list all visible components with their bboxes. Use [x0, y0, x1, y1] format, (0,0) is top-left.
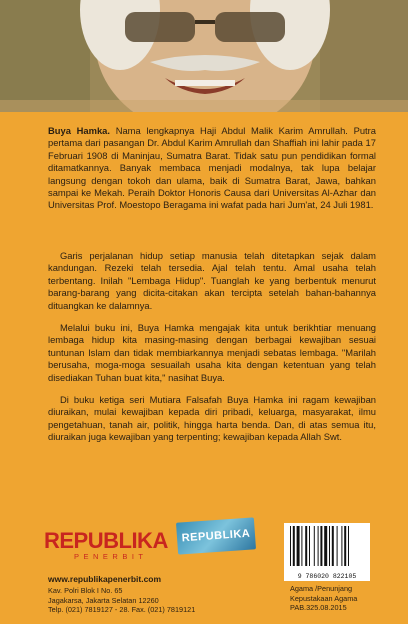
barcode-number: 9 786020 822105 [297, 573, 357, 580]
barcode-bar [344, 526, 346, 566]
address-line: Telp. (021) 7819127 - 28. Fax. (021) 7819121 [48, 605, 196, 614]
publisher-address [48, 586, 195, 615]
barcode-bar [309, 526, 310, 566]
blurb-paragraph: Di buku ketiga seri Mutiara Falsafah Buya Hamka ini ragam kewajiban diuraikan, mulai kewajiban kepada diri pribadi, keluarga, masyarakat, ilmu pengetahuan, tanah air, politik, hingga harta benda. Dan, di atas semua itu, diuraikan juga kewajiban yang terpenting; kewajiban kepada Allah Swt. [48, 394, 376, 443]
barcode-bar [341, 526, 342, 566]
category-line: Kepustakaan Agama [290, 593, 358, 603]
publisher-website: www.republikapenerbit.com [48, 574, 162, 584]
blurb-paragraph: Melalui buku ini, Buya Hamka mengajak kita untuk berikhtiar menuang lembaga hidup kita masing-masing dengan berbagai kewajiban sesuai tuntunan Islam dan tidak membiarkannya menjadi sebatas lembaga. "Marilah berusaha, moga-moga sesuailah usaha kita dengan ketentuan yang telah disediakan Tuhan buat kita," nasihat Buya. [48, 322, 376, 383]
stamp-text: REPUBLIKA [181, 527, 251, 545]
logo-name: REPUBLIKA [44, 528, 168, 553]
republika-logo [44, 528, 174, 564]
address-line: Jagakarsa, Jakarta Selatan 12260 [48, 595, 159, 605]
author-bio [48, 125, 376, 212]
barcode-bar [293, 526, 295, 566]
barcode-bar [318, 526, 319, 566]
barcode-bar [329, 526, 330, 566]
author-photo [0, 0, 408, 112]
category-line: Agama /Penunjang [290, 584, 353, 593]
logo-sub: PENERBIT [74, 552, 148, 561]
barcode-bar [305, 526, 307, 566]
barcode-bar [320, 526, 322, 566]
blurb [48, 250, 376, 454]
author-name: Buya Hamka. [48, 125, 110, 136]
category-line: PAB.325.08.2015 [290, 603, 347, 612]
isbn-barcode [284, 523, 370, 581]
author-bio-text: Nama lengkapnya Haji Abdul Malik Karim Amrullah. Putra pertama dari pasangan Dr. Abdul Karim Amrullah dan Shaffiah ini lahir pada 17 Februari 1908 di Maninjau, Sumatra Barat. Tidak satu pun pendidikan formal ditamatkannya. Banyak membaca menjadi modalnya, tak lupa belajar langsung dengan tokoh dan ulama, baik di Sumatra Barat, Jawa, bahkan sampai ke Mekah. Peraih Doktor Honoris Causa dari Universitas Al-Azhar dan Universitas Prof. Moestopo Beragama ini wafat pada hari Jum'at, 24 Juli 1981. [48, 125, 376, 211]
barcode-bar [337, 526, 338, 566]
barcode-bar [290, 526, 291, 566]
blurb-paragraph: Garis perjalanan hidup setiap manusia telah ditetapkan sejak dalam kandungan. Rezeki telah tersedia. Ajal telah tentu. Amal usaha telah terbentang. Inilah "Lembaga Hidup". Tuanglah ke yang berbentuk menurut barang-barang yang dicita-citakan akan tercipta setelah bahan-bahannya dituangkan ke dalamnya. [48, 250, 376, 311]
republika-stamp-logo [176, 517, 256, 554]
barcode-bar [297, 526, 300, 566]
barcode-bar [324, 526, 327, 566]
barcode-bar [314, 526, 315, 566]
barcode-bar [332, 526, 334, 566]
book-category [290, 584, 380, 613]
address-line: Kav. Polri Blok I No. 65 [48, 586, 123, 595]
barcode-bar [348, 526, 349, 566]
barcode-bar [301, 526, 302, 566]
